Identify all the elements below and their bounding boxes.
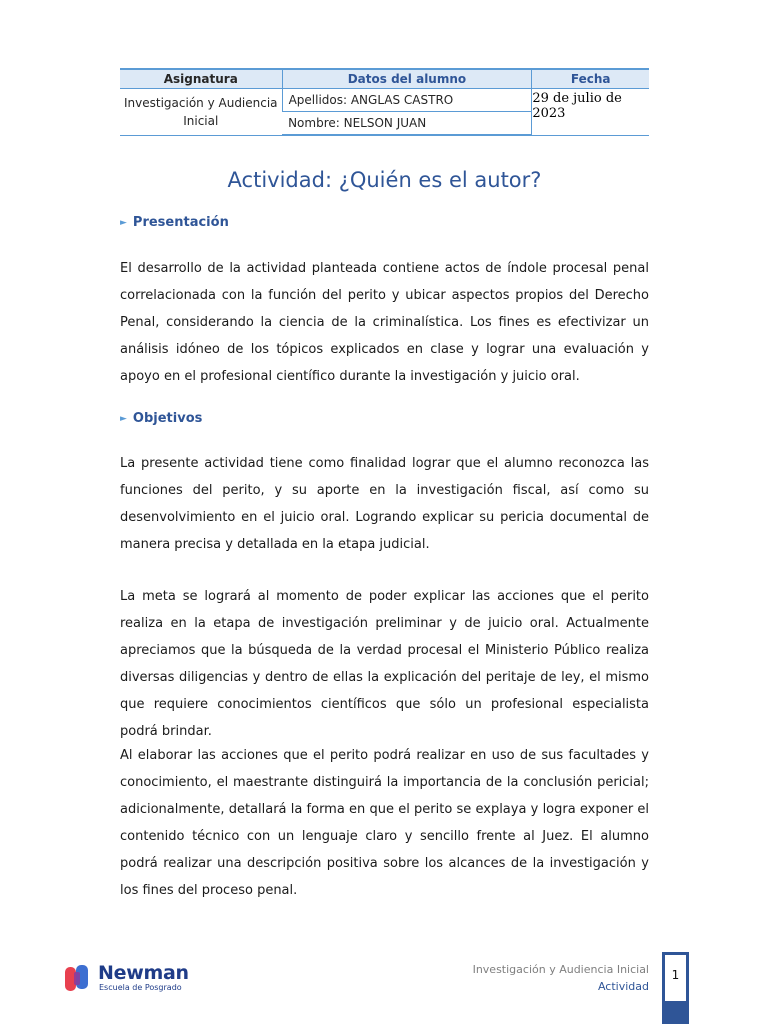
section-heading-presentation (120, 215, 229, 230)
section-heading-objectives (120, 411, 202, 426)
logo-brand-name: Newman (98, 962, 189, 984)
page-title: Actividad: ¿Quién es el autor? (227, 168, 542, 192)
objectives-paragraph-1: La presente actividad tiene como finalidad lograr que el alumno reconozca las funciones del perito, y su aporte en la investigación fiscal, así como su desenvolvimiento en el juicio oral. Logrando explicar su pericia documental de manera precisa y detallada en la etapa judicial. (120, 456, 649, 552)
name-cell: Nombre: NELSON JUAN (282, 112, 532, 136)
logo-brand-subtitle: Escuela de Posgrado (99, 983, 182, 992)
page-number: 1 (671, 968, 680, 982)
objectives-paragraph-3: Al elaborar las acciones que el perito podrá realizar en uso de sus facultades y conocimiento, el maestrante distinguirá la importancia de la conclusión pericial; adicionalmente, detallará la forma en que el perito se explaya y logra exponer el contenido técnico con un lenguaje claro y sencillo frente al Juez. El alumno podrá realizar una descripción positiva sobre los alcances de la investigación y los fines del proceso penal. (120, 748, 649, 898)
triangle-right-icon: ► (120, 218, 127, 228)
header-col-student: Datos del alumno (282, 69, 532, 89)
header-col-subject: Asignatura (120, 69, 282, 89)
section-heading-label: Presentación (132, 215, 229, 230)
footer-doc-type: Actividad (597, 980, 649, 993)
newman-logo-icon (64, 964, 92, 992)
triangle-right-icon: ► (120, 414, 127, 424)
subject-cell: Investigación y Audiencia Inicial (120, 89, 282, 136)
newman-logo (64, 962, 194, 994)
presentation-paragraph: El desarrollo de la actividad planteada contiene actos de índole procesal penal correlacionada con la función del perito y ubicar aspectos propios del Derecho Penal, considerando la ciencia de la criminalística. Los fines es efectivizar un análisis idóneo de los tópicos explicados en clase y lograr una evaluación y apoyo en el profesional científico durante la investigación y juicio oral. (120, 261, 649, 384)
header-table (120, 68, 649, 136)
footer-course: Investigación y Audiencia Inicial (472, 963, 649, 976)
surname-cell: Apellidos: ANGLAS CASTRO (282, 89, 532, 112)
section-heading-label: Objetivos (132, 411, 203, 426)
objectives-paragraph-2: La meta se logrará al momento de poder explicar las acciones que el perito realiza en la etapa de investigación preliminar y de juicio oral. Actualmente apreciamos que la búsqueda de la verdad procesal el Ministerio Público realiza diversas diligencias y dentro de ellas la explicación del peritaje de ley, el mismo que requiere conocimientos científicos que sólo un profesional especialista podrá brindar. (120, 589, 649, 739)
date-cell: 29 de julio de 2023 (532, 89, 649, 136)
header-col-date: Fecha (532, 69, 649, 89)
